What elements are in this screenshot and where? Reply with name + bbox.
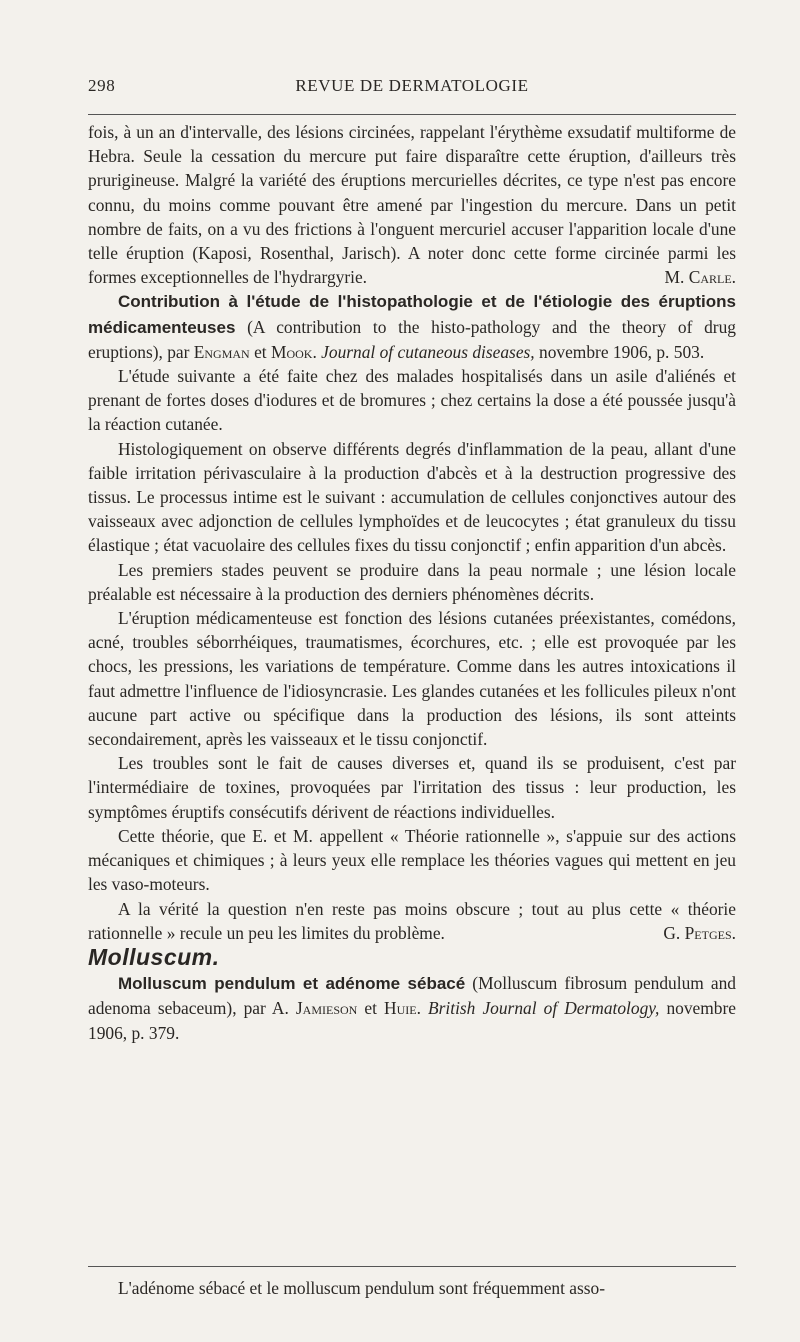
- page-number: 298: [88, 76, 116, 95]
- article-2-first-line: L'adénome sébacé et le molluscum pendulum sont fréquemment asso-: [118, 1278, 606, 1298]
- article-1-paragraph: Les troubles sont le fait de causes diverses et, quand ils se produisent, c'est par l'intermédiaire de toxines, provoquées par l'irritation des tissus : leur production, les symptômes éruptifs consécutifs dérivent de réactions individuelles.: [88, 753, 736, 822]
- article-1-heading: Contribution à l'étude de l'histopathologie et de l'étiologie des éruptions médicamenteuses (A contribution to the histo-pathology and the theory of drug eruptions), par Engman et Mook. Journal of cutaneous diseases, novembre 1906, p. 503.: [88, 292, 736, 362]
- author-huie: Huie: [384, 998, 417, 1019]
- section-rule: [88, 1266, 736, 1267]
- author-jamieson: Jamieson: [295, 998, 358, 1019]
- header-rule: [88, 114, 736, 115]
- running-title: REVUE DE DERMATOLOGIE: [295, 76, 529, 95]
- carry-over-paragraph: fois, à un an d'intervalle, des lésions circinées, rappelant l'érythème exsudatif multiforme de Hebra. Seule la cessation du mercure put faire disparaître cette éruption, d'ailleurs très prurigineuse. Malgré la variété des éruptions mercurielles décrites, ce type n'est pas encore connu, du moins comme pouvant être amené par l'ingestion du mercure. Dans un petit nombre de faits, on a vu des frictions à l'onguent mercuriel accuser l'apparition locale d'une telle éruption (Kaposi, Rosenthal, Jarisch). A noter donc cette forme circinée parmi les formes exceptionnelles de l'hydrargyrie. M. Carle.: [88, 120, 736, 289]
- journal-name: Journal of cutaneous diseases,: [321, 341, 535, 362]
- article-1-paragraph: L'étude suivante a été faite chez des malades hospitalisés dans un asile d'aliénés et prenant de fortes doses d'iodures et de bromures ; chez certains la dose a été poussée jusqu'à la réaction cutanée.: [88, 366, 736, 435]
- article-1-last-paragraph: A la vérité la question n'en reste pas moins obscure ; tout au plus cette « théorie rationnelle » recule un peu les limites du problème. G. Petges.: [88, 897, 736, 945]
- article-2-title: Molluscum pendulum et adénome sébacé: [118, 974, 466, 994]
- article-1-paragraph: Cette théorie, que E. et M. appellent « Théorie rationnelle », s'appuie sur des actions mécaniques et chimiques ; à leurs yeux elle remplace les théories vagues qui mettent en jeu les vaso-moteurs.: [88, 825, 736, 895]
- article-1-paragraph: L'éruption médicamenteuse est fonction des lésions cutanées préexistantes, comédons, acné, troubles séborrhéiques, traumatismes, écorchures, etc. ; elle est provoquée par les chocs, les pressions, les variations de température. Comme dans les autres intoxications il faut admettre l'influence de l'idiosyncrasie. Les glandes cutanées et les follicules pileux n'ont aucune part active ou spécifique dans la production des lésions, ils sont atteints secondairement, après les vaisseaux et le tissu conjonctif.: [88, 608, 736, 750]
- signature-petges: G. Petges.: [663, 922, 736, 943]
- journal-name-2: British Journal of Dermatology,: [428, 998, 660, 1019]
- article-1-title: Contribution à l'étude de l'histopathologie et de l'étiologie des éruptions médicamenteuses: [88, 292, 736, 337]
- article-1-paragraph: Les premiers stades peuvent se produire dans la peau normale ; une lésion locale préalable est nécessaire à la production des derniers phénomènes décrits.: [88, 559, 736, 604]
- article-1-paragraphs: [88, 364, 736, 896]
- signature-carle: M. Carle.: [664, 267, 736, 288]
- author-engman: Engman: [193, 341, 250, 362]
- author-mook: Mook: [270, 341, 313, 362]
- page-body: [88, 120, 736, 1045]
- article-1-paragraph: Histologiquement on observe différents degrés d'inflammation de la peau, allant d'une faible irritation périvasculaire à la production d'abcès et à la destruction progressive des tissus. Le processus intime est le suivant : accumulation de cellules conjonctives autour des vaisseaux avec adjonction de cellules lymphoïdes et de leucocytes ; état granuleux du tissu élastique ; état vacuolaire des cellules fixes du tissu conjonctif ; enfin apparition d'un abcès.: [88, 438, 736, 556]
- section-heading: Molluscum.: [88, 943, 220, 970]
- article-2-heading: Molluscum pendulum et adénome sébacé (Molluscum fibrosum pendulum and adenoma sebaceum), par A. Jamieson et Huie. British Journal of Dermatology, novembre 1906, p. 379.: [88, 973, 736, 1043]
- page-header: [88, 76, 736, 104]
